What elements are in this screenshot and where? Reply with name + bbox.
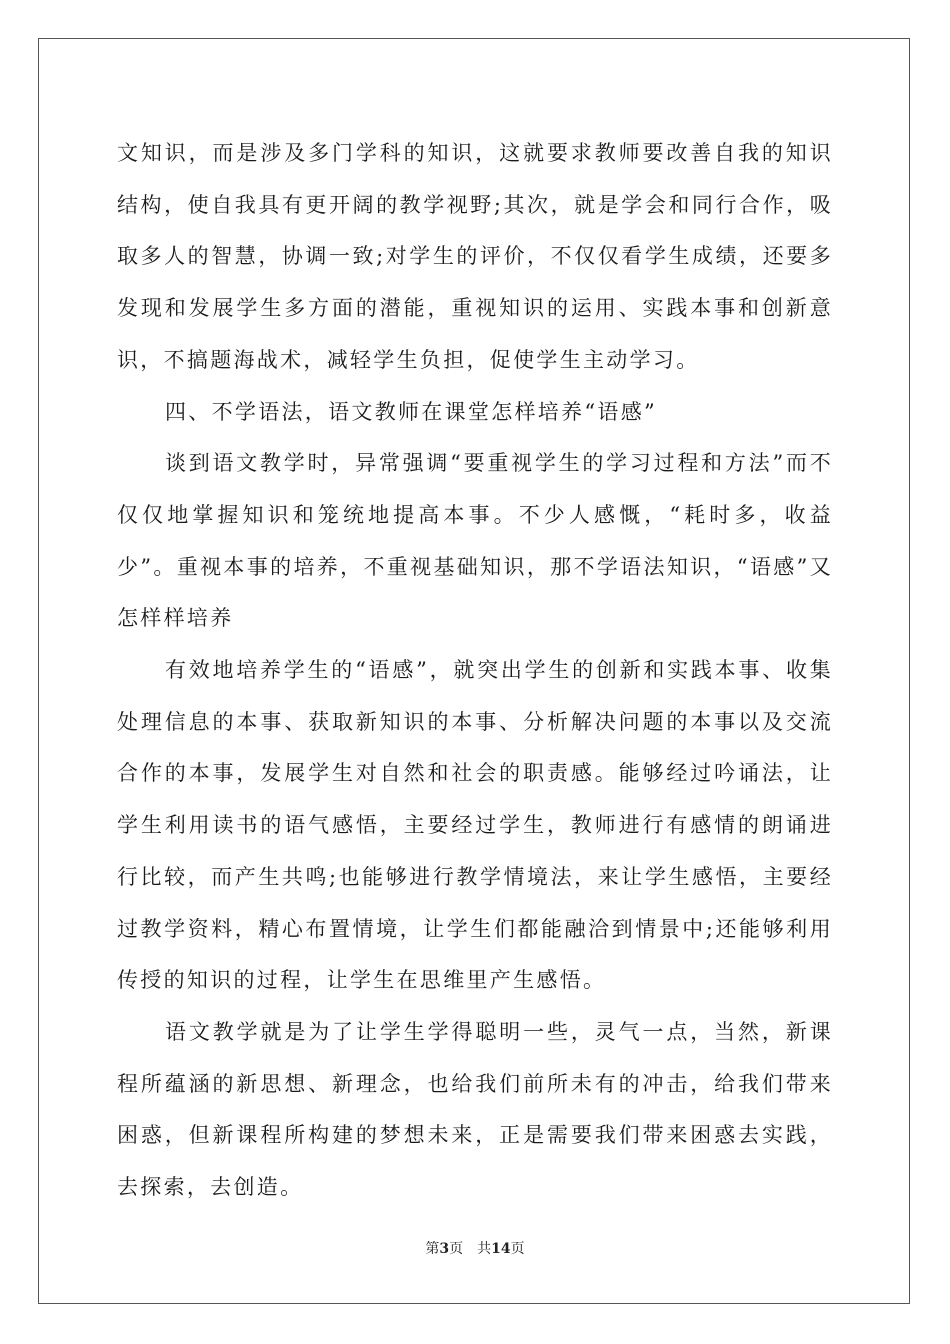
paragraph-3: 谈到语文教学时，异常强调“要重视学生的学习过程和方法”而不仅仅地掌握知识和笼统地提高本事。不少人感慨，“耗时多，收益少”。重视本事的培养，不重视基础知识，那不学语法知识，“语感”又怎样样培养 [117, 451, 833, 631]
total-suffix: 页 [510, 1241, 525, 1257]
paragraph-4: 有效地培养学生的“语感”，就突出学生的创新和实践本事、收集处理信息的本事、获取新知识的本事、分析解决问题的本事以及交流合作的本事，发展学生对自然和社会的职责感。能够经过吟诵法，让学生利用读书的语气感悟，主要经过学生，教师进行有感情的朗诵进行比较，而产生共鸣;也能够进行教学情境法，来让学生感悟，主要经过教学资料，精心布置情境，让学生们都能融洽到情景中;还能够利用传授的知识的过程，让学生在思维里产生感悟。 [117, 658, 833, 993]
section-heading: 四、不学语法，语文教师在课堂怎样培养“语感” [165, 399, 658, 424]
paragraph-1: 文知识，而是涉及多门学科的知识，这就要求教师要改善自我的知识结构，使自我具有更开阔的教学视野;其次，就是学会和同行合作，吸取多人的智慧，协调一致;对学生的评价，不仅仅看学生成绩，还要多发现和发展学生多方面的潜能，重视知识的运用、实践本事和创新意识，不搞题海战术，减轻学生负担，促使学生主动学习。 [117, 141, 833, 372]
page-footer [0, 1238, 950, 1258]
page-suffix: 页 [449, 1241, 464, 1257]
paragraph-5: 语文教学就是为了让学生学得聪明一些，灵气一点，当然，新课程所蕴涵的新思想、新理念，也给我们前所未有的冲击，给我们带来困惑，但新课程所构建的梦想未来，正是需要我们带来困惑去实践，去探索，去创造。 [117, 1019, 833, 1200]
page-prefix: 第 [425, 1241, 440, 1257]
total-prefix: 共 [477, 1241, 492, 1257]
current-page-number: 3 [439, 1241, 450, 1257]
total-page-count: 14 [491, 1241, 511, 1257]
document-body [117, 128, 833, 1214]
